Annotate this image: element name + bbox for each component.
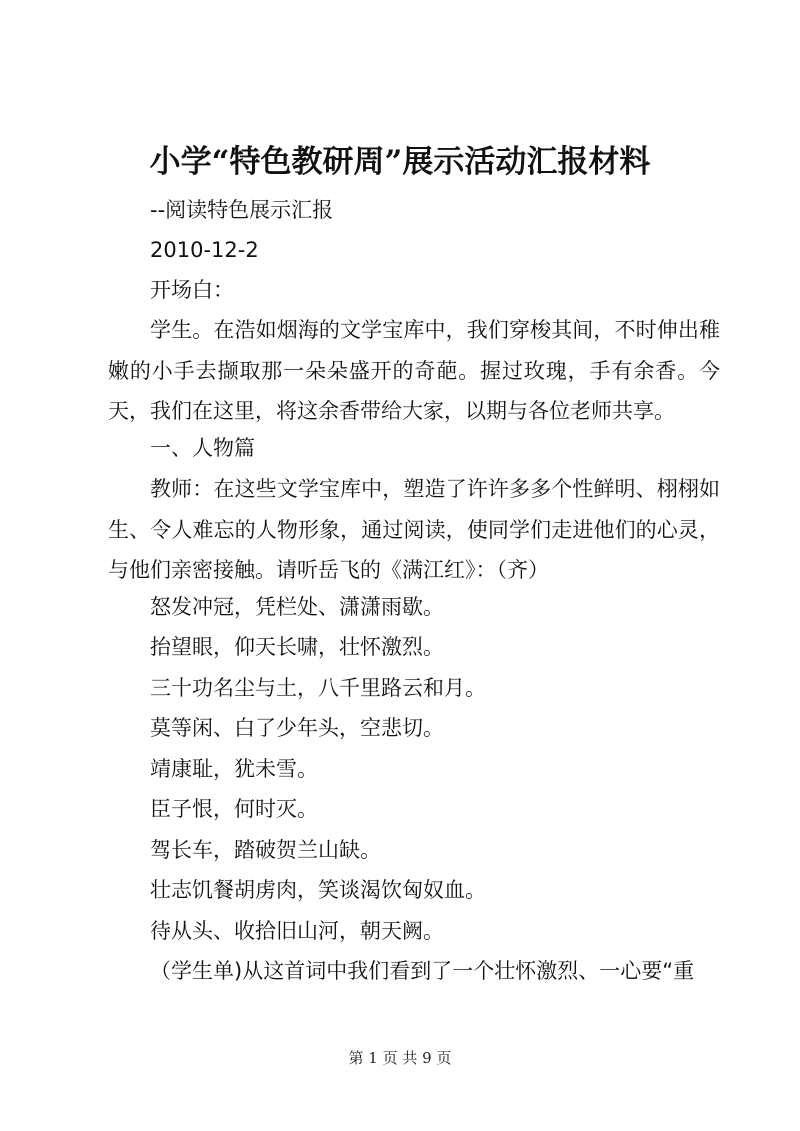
document-title: 小学“特色教研周”展示活动汇报材料 — [149, 144, 651, 180]
page-number-footer: 第 1 页 共 9 页 — [348, 1049, 452, 1067]
document-date: 2010-12-2 — [150, 238, 259, 262]
poem-line: 莫等闲、白了少年头，空悲切。 — [150, 716, 444, 740]
poem-line: 待从头、收拾旧山河，朝天阙。 — [150, 919, 444, 943]
section-heading: 一、人物篇 — [150, 436, 255, 460]
poem-line: 抬望眼，仰天长啸，壮怀激烈。 — [150, 635, 444, 659]
paragraph-teacher: 教师：在这些文学宝库中，塑造了许许多多个性鲜明、栩栩如生、令人难忘的人物形象，通过阅读，使同学们走进他们的心灵，与他们亲密接触。请听岳飞的《满江红》：（齐） — [108, 477, 720, 582]
document-subtitle: --阅读特色展示汇报 — [150, 198, 334, 222]
poem-line: 怒发冲冠，凭栏处、潇潇雨歇。 — [150, 595, 444, 619]
paragraph-opening: 学生。在浩如烟海的文学宝库中，我们穿梭其间，不时伸出稚嫩的小手去撷取那一朵朵盛开的奇葩。握过玫瑰，手有余香。今天，我们在这里，将这余香带给大家，以期与各位老师共享。 — [108, 318, 720, 423]
poem-line: 靖康耻，犹未雪。 — [150, 757, 318, 781]
opening-label: 开场白： — [150, 278, 234, 302]
paragraph-student: （学生单)从这首词中我们看到了一个壮怀激烈、一心要“重 — [150, 959, 695, 983]
poem-line: 臣子恨，何时灭。 — [150, 797, 318, 821]
poem-line: 三十功名尘与土，八千里路云和月。 — [150, 676, 486, 700]
poem-line: 壮志饥餐胡虏肉，笑谈渴饮匈奴血。 — [150, 878, 486, 902]
poem-line: 驾长车，踏破贺兰山缺。 — [150, 838, 381, 862]
